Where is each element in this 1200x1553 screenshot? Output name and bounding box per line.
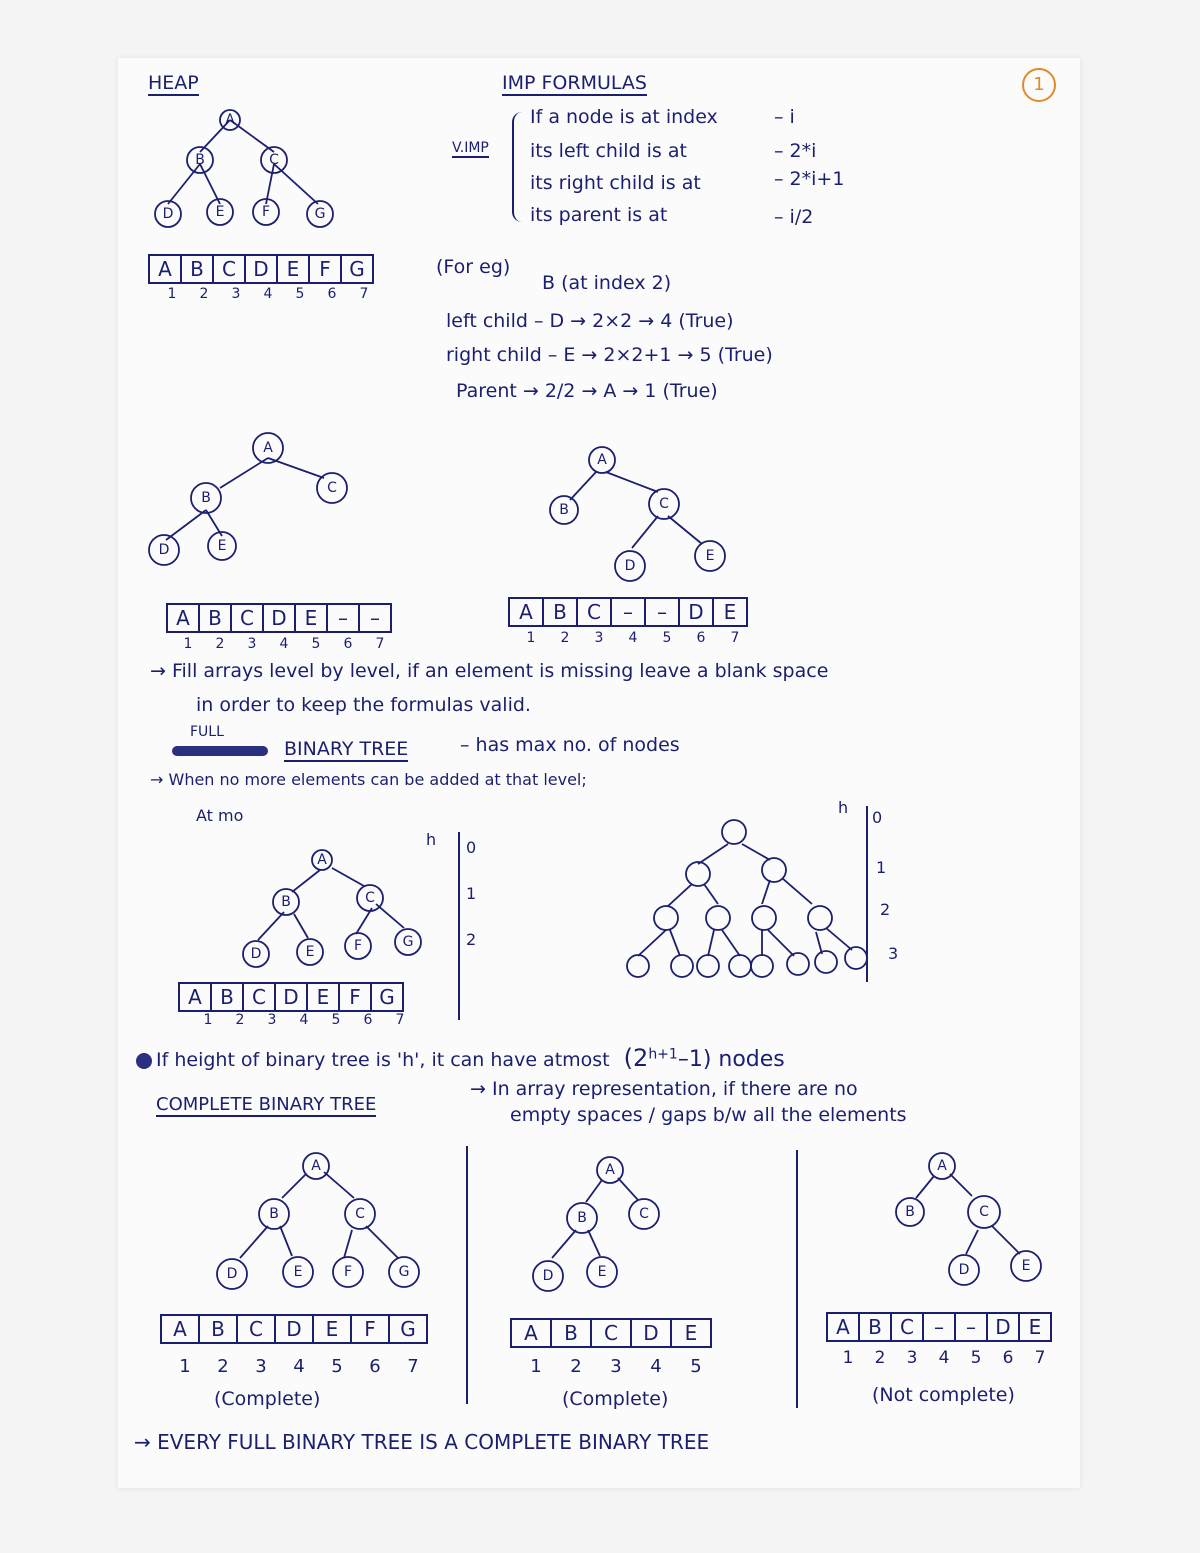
array-index: 2 (874, 1348, 886, 1368)
formula-line: its right child is at (530, 172, 701, 194)
array-index: 7 (1034, 1348, 1046, 1368)
array-index: 5 (690, 1356, 702, 1377)
tree-node: A (311, 1158, 321, 1174)
tree-node: B (559, 502, 569, 518)
array-cell: B (544, 599, 578, 625)
height-axis (458, 832, 460, 1020)
array-index: 2 (217, 1356, 229, 1377)
tree-node: A (225, 112, 235, 128)
array-index: 4 (279, 636, 289, 652)
tree-node: C (659, 496, 669, 512)
complete-array-2 (510, 1318, 712, 1348)
tree-node: D (162, 206, 174, 222)
full-desc: – has max no. of nodes (460, 734, 680, 756)
missing-note-line2: in order to keep the formulas valid. (196, 694, 531, 716)
full-tree-small (236, 846, 436, 976)
array-cell: E (314, 1316, 352, 1342)
array-cell: C (578, 599, 612, 625)
brace (512, 112, 524, 222)
tree-node: E (293, 1264, 303, 1280)
array-cell: B (552, 1320, 592, 1346)
array-index: 4 (650, 1356, 662, 1377)
array-index: 6 (369, 1356, 381, 1377)
height-rule-suffix: –1) nodes (677, 1047, 785, 1072)
array-cell: D (276, 1316, 314, 1342)
array-index: 5 (295, 286, 305, 302)
array-cell: G (400, 1317, 416, 1341)
tree-node: A (317, 852, 327, 868)
height-value: 1 (876, 858, 887, 877)
array-cell: C (244, 984, 276, 1010)
array-cell: – (612, 599, 646, 625)
array-cell: D (264, 605, 296, 631)
height-value: 2 (466, 930, 477, 949)
tree-node: C (269, 152, 279, 168)
tree-node: F (261, 204, 271, 220)
missing-indices-2 (514, 630, 752, 646)
height-label: h (426, 830, 437, 849)
tree-node: C (979, 1204, 989, 1220)
height-rule-prefix: If height of binary tree is 'h', it can have atmost (156, 1049, 610, 1071)
complete-tree-3 (888, 1150, 1058, 1290)
formula-line: If a node is at index (530, 106, 718, 128)
formula-line: its parent is at (530, 204, 668, 226)
array-index: 1 (842, 1348, 854, 1368)
array-cell: A (150, 256, 182, 282)
heap-array (148, 254, 374, 284)
tree-node: C (327, 480, 337, 496)
array-cell: A (512, 1320, 552, 1346)
page-number: 1 (1022, 68, 1056, 102)
array-cell: – (370, 606, 380, 630)
array-cell: F (310, 256, 342, 282)
array-cell: A (168, 605, 200, 631)
array-cell: A (510, 599, 544, 625)
tree-node: E (705, 548, 715, 564)
example-line: right child – E → 2×2+1 → 5 (True) (446, 344, 773, 366)
tree-node: D (542, 1268, 554, 1284)
complete-indices-1 (166, 1356, 432, 1377)
height-value: 3 (888, 944, 899, 963)
tree-node: B (201, 490, 211, 506)
tree-node: C (365, 890, 375, 906)
tree-node: D (958, 1262, 970, 1278)
full-indices (192, 1012, 416, 1028)
tree-node: D (250, 946, 262, 962)
tree-node: F (353, 938, 363, 954)
array-index: 6 (343, 636, 353, 652)
array-index: 1 (203, 1012, 213, 1028)
height-value: 1 (466, 884, 477, 903)
height-value: 0 (872, 808, 883, 827)
array-cell: B (200, 605, 232, 631)
full-line2: → When no more elements can be added at that level; (150, 770, 587, 789)
array-index: 3 (594, 630, 604, 646)
array-index: 6 (1002, 1348, 1014, 1368)
heap-title: HEAP (148, 72, 199, 94)
array-index: 2 (235, 1012, 245, 1028)
array-cell: E (278, 256, 310, 282)
tree-node: A (937, 1158, 947, 1174)
array-index: 5 (331, 1012, 341, 1028)
missing-indices-1 (172, 636, 396, 652)
array-index: 4 (938, 1348, 950, 1368)
formula-value: – 2*i+1 (774, 168, 845, 190)
array-cell: D (246, 256, 278, 282)
array-index: 2 (215, 636, 225, 652)
array-index: 7 (375, 636, 385, 652)
tree-node: E (1021, 1258, 1031, 1274)
array-cell: C (892, 1314, 924, 1340)
tree-node: E (215, 204, 225, 220)
tree-node: G (398, 1264, 410, 1280)
array-index: 4 (263, 286, 273, 302)
height-value: 2 (880, 900, 891, 919)
complete-label-1: (Complete) (214, 1388, 321, 1410)
array-cell: G (349, 257, 365, 281)
array-index: 3 (247, 636, 257, 652)
heap-indices (156, 286, 380, 302)
formula-value: – i (774, 106, 795, 128)
tree-node: E (305, 944, 315, 960)
tree-node: A (263, 440, 273, 456)
array-index: 5 (311, 636, 321, 652)
complete-tree-2 (526, 1154, 676, 1294)
array-cell: D (680, 599, 714, 625)
tree-node: C (639, 1206, 649, 1222)
array-cell: E (723, 600, 737, 624)
complete-array-3 (826, 1312, 1052, 1342)
array-index: 2 (570, 1356, 582, 1377)
complete-label-3: (Not complete) (872, 1384, 1015, 1406)
array-cell: D (632, 1320, 672, 1346)
complete-indices-2 (516, 1356, 716, 1377)
missing-array-1 (166, 603, 392, 633)
heap-tree (150, 108, 350, 228)
array-index: 1 (530, 1356, 542, 1377)
array-index: 7 (359, 286, 369, 302)
array-index: 6 (363, 1012, 373, 1028)
full-title: BINARY TREE (284, 738, 409, 760)
array-index: 3 (267, 1012, 277, 1028)
complete-tree-1 (206, 1150, 436, 1290)
array-index: 2 (199, 286, 209, 302)
complete-label-2: (Complete) (562, 1388, 669, 1410)
missing-note-line1: → Fill arrays level by level, if an element is missing leave a blank space (150, 660, 829, 682)
tree-node: B (195, 152, 205, 168)
height-value: 0 (466, 838, 477, 857)
array-index: 1 (526, 630, 536, 646)
array-index: 3 (610, 1356, 622, 1377)
tree-node: B (281, 894, 291, 910)
array-cell: – (328, 605, 360, 631)
conclusion: → EVERY FULL BINARY TREE IS A COMPLETE BINARY TREE (134, 1430, 710, 1454)
array-cell: C (238, 1316, 276, 1342)
array-cell: E (684, 1321, 698, 1345)
height-axis (866, 806, 868, 982)
array-cell: B (182, 256, 214, 282)
formula-value: – i/2 (774, 206, 814, 228)
array-cell: E (296, 605, 328, 631)
formula-value: – 2*i (774, 140, 817, 162)
array-cell: – (924, 1314, 956, 1340)
array-cell: E (308, 984, 340, 1010)
divider (796, 1150, 798, 1408)
array-cell: A (828, 1314, 860, 1340)
full-tree-large (622, 818, 882, 988)
tree-node: C (355, 1206, 365, 1222)
tree-node: G (314, 206, 326, 222)
tree-node: F (343, 1264, 353, 1280)
array-cell: A (162, 1316, 200, 1342)
missing-array-2 (508, 597, 748, 627)
vimp-tag: V.IMP (452, 140, 489, 156)
example-line: left child – D → 2×2 → 4 (True) (446, 310, 734, 332)
tree-node: B (577, 1210, 587, 1226)
tree-node: D (624, 558, 636, 574)
height-rule-formula: (2 (623, 1044, 649, 1072)
array-cell: D (988, 1314, 1020, 1340)
complete-desc-line2: empty spaces / gaps b/w all the elements (510, 1104, 907, 1126)
array-cell: B (860, 1314, 892, 1340)
complete-indices-3 (832, 1348, 1056, 1368)
tree-node: D (158, 542, 170, 558)
tree-node: D (226, 1266, 238, 1282)
array-cell: – (646, 599, 680, 625)
array-cell: E (1028, 1315, 1042, 1339)
height-label: h (838, 798, 849, 817)
array-cell: B (212, 984, 244, 1010)
example-heading: B (at index 2) (542, 272, 672, 294)
array-cell: C (232, 605, 264, 631)
bullet-icon (136, 1053, 152, 1069)
array-index: 5 (331, 1356, 343, 1377)
complete-desc-line1: → In array representation, if there are no (470, 1078, 858, 1100)
array-cell: F (340, 984, 372, 1010)
tree-node: B (905, 1204, 915, 1220)
complete-array-1 (160, 1314, 428, 1344)
missing-tree-2 (540, 444, 740, 584)
tree-node: E (597, 1264, 607, 1280)
full-at-mo: At mo (196, 806, 244, 825)
array-index: 3 (255, 1356, 267, 1377)
array-index: 6 (696, 630, 706, 646)
tree-node: B (269, 1206, 279, 1222)
array-index: 7 (395, 1012, 405, 1028)
array-cell: G (379, 985, 395, 1009)
array-index: 1 (183, 636, 193, 652)
array-index: 4 (299, 1012, 309, 1028)
full-array (178, 982, 404, 1012)
array-cell: B (200, 1316, 238, 1342)
height-rule-exponent: h+1 (648, 1046, 678, 1063)
height-rule (136, 1044, 785, 1072)
array-index: 5 (970, 1348, 982, 1368)
array-index: 3 (906, 1348, 918, 1368)
example-label: (For eg) (436, 256, 511, 278)
array-cell: C (214, 256, 246, 282)
array-cell: C (592, 1320, 632, 1346)
array-index: 4 (628, 630, 638, 646)
array-index: 1 (179, 1356, 191, 1377)
tree-node: A (597, 452, 607, 468)
scribble (172, 746, 268, 756)
divider (466, 1146, 468, 1404)
example-line: Parent → 2/2 → A → 1 (True) (456, 380, 718, 402)
array-index: 7 (407, 1356, 419, 1377)
tree-node: G (402, 934, 414, 950)
tree-node: A (605, 1162, 615, 1178)
array-cell: D (276, 984, 308, 1010)
array-index: 2 (560, 630, 570, 646)
array-index: 1 (167, 286, 177, 302)
formula-line: its left child is at (530, 140, 687, 162)
array-cell: F (352, 1316, 390, 1342)
array-index: 3 (231, 286, 241, 302)
array-index: 5 (662, 630, 672, 646)
array-index: 6 (327, 286, 337, 302)
complete-title: COMPLETE BINARY TREE (156, 1094, 377, 1115)
array-index: 4 (293, 1356, 305, 1377)
array-index: 7 (730, 630, 740, 646)
missing-tree-1 (146, 432, 366, 572)
tree-node: E (217, 538, 227, 554)
full-label: FULL (190, 724, 224, 740)
array-cell: – (956, 1314, 988, 1340)
array-cell: A (180, 984, 212, 1010)
formulas-title: IMP FORMULAS (502, 72, 647, 94)
